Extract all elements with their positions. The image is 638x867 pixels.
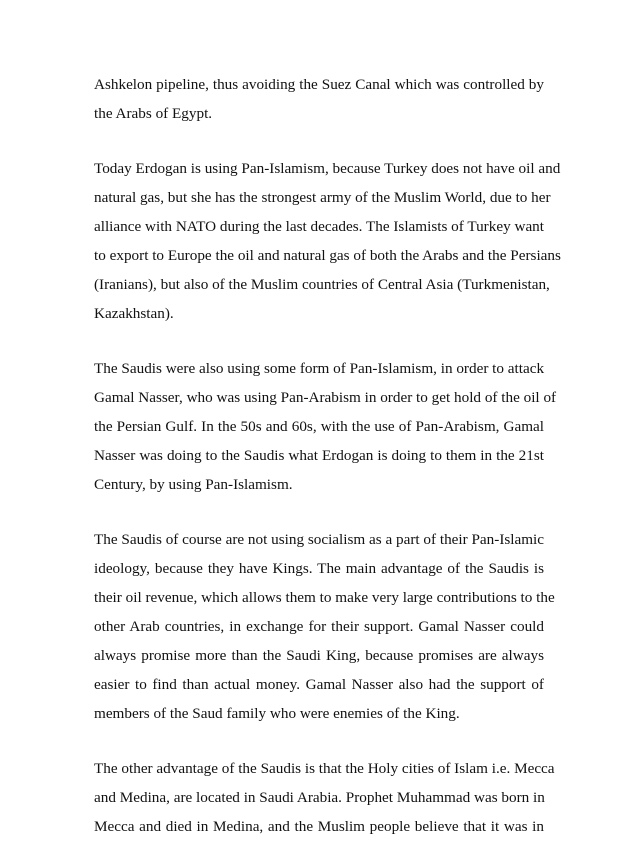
- text-line: The Saudis of course are not using socialism as a part of their Pan-Islamic: [94, 531, 545, 548]
- text-line: easier to find than actual money. Gamal Nasser also had the support of: [94, 676, 544, 693]
- text-line: The Saudis were also using some form of Pan-Islamism, in order to attack: [94, 360, 545, 377]
- text-line: the Persian Gulf. In the 50s and 60s, with the use of Pan-Arabism, Gamal: [94, 418, 544, 435]
- paragraph: [94, 525, 555, 728]
- text-line: The other advantage of the Saudis is that the Holy cities of Islam i.e. Mecca: [94, 760, 555, 777]
- paragraph: [94, 154, 561, 328]
- text-line: the Arabs of Egypt.: [94, 105, 213, 122]
- text-line: other Arab countries, in exchange for their support. Gamal Nasser could: [94, 618, 544, 635]
- text-line: natural gas, but she has the strongest army of the Muslim World, due to her: [94, 189, 551, 206]
- text-line: Kazakhstan).: [94, 305, 174, 322]
- text-line: always promise more than the Saudi King, because promises are always: [94, 647, 544, 664]
- text-line: and Medina, are located in Saudi Arabia. Prophet Muhammad was born in: [94, 789, 545, 806]
- text-line: their oil revenue, which allows them to make very large contributions to the: [94, 589, 555, 606]
- text-line: members of the Saud family who were enemies of the King.: [94, 705, 460, 722]
- text-line: (Iranians), but also of the Muslim countries of Central Asia (Turkmenistan,: [94, 276, 550, 293]
- text-line: Mecca and died in Medina, and the Muslim people believe that it was in: [94, 818, 544, 835]
- text-line: Century, by using Pan-Islamism.: [94, 476, 293, 493]
- text-line: Gamal Nasser, who was using Pan-Arabism in order to get hold of the oil of: [94, 389, 557, 406]
- text-line: Today Erdogan is using Pan-Islamism, because Turkey does not have oil and: [94, 160, 561, 177]
- paragraph: [94, 70, 544, 128]
- text-line: Ashkelon pipeline, thus avoiding the Suez Canal which was controlled by: [94, 76, 544, 93]
- text-line: Nasser was doing to the Saudis what Erdogan is doing to them in the 21st: [94, 447, 544, 464]
- paragraph: [94, 754, 555, 841]
- text-line: ideology, because they have Kings. The main advantage of the Saudis is: [94, 560, 544, 577]
- document-body: [94, 70, 561, 867]
- paragraph: [94, 354, 557, 499]
- text-line: to export to Europe the oil and natural gas of both the Arabs and the Persians: [94, 247, 561, 264]
- text-line: alliance with NATO during the last decades. The Islamists of Turkey want: [94, 218, 544, 235]
